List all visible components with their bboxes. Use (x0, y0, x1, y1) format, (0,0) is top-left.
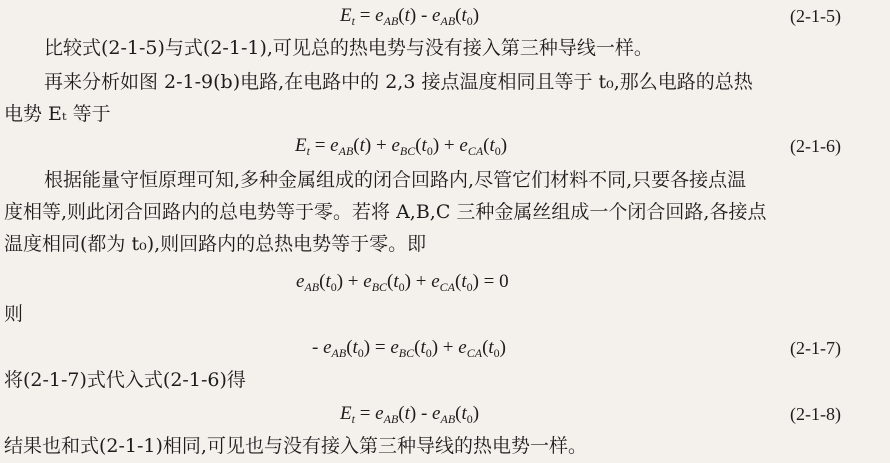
paragraph-text: 度相等,则此闭合回路内的总电势等于零。若将 A,B,C 三种金属丝组成一个闭合回路,各接点 (4, 201, 767, 223)
equation-number-2-1-8: (2-1-8) (790, 404, 841, 424)
paragraph-text: 电势 Eₜ 等于 (4, 103, 111, 125)
paragraph-text: 再来分析如图 2-1-9(b)电路,在电路中的 2,3 接点温度相同且等于 t₀,那么电路的总热 (44, 71, 753, 93)
paragraph-text: 根据能量守恒原理可知,多种金属组成的闭合回路内,尽管它们材料不同,只要各接点温 (44, 169, 747, 191)
paragraph-text: 比较式(2-1-5)与式(2-1-1),可见总的热电势与没有接入第三种导线一样。 (44, 37, 653, 59)
equation-number-2-1-6: (2-1-6) (790, 136, 841, 156)
paragraph-text: 将(2-1-7)式代入式(2-1-6)得 (4, 369, 246, 391)
paragraph-text: 温度相同(都为 t₀),则回路内的总热电势等于零。即 (4, 233, 427, 255)
equation-sum-zero: $e_{AB}(t_0) + e_{BC}(t_0) + e_{CA}(t_0) = 0$ (296, 271, 509, 294)
equation-number-2-1-7: (2-1-7) (790, 338, 841, 358)
paragraph-text: 则 (4, 303, 24, 325)
equation-2-1-5: $E_t = e_{AB}(t) - e_{AB}(t_0)$ (340, 5, 480, 28)
paragraph-text: 结果也和式(2-1-1)相同,可见也与没有接入第三种导线的热电势一样。 (4, 435, 587, 457)
equation-number-2-1-5: (2-1-5) (790, 6, 841, 26)
equation-2-1-8: $E_t = e_{AB}(t) - e_{AB}(t_0)$ (340, 403, 480, 426)
equation-2-1-7: - $e_{AB}(t_0) = e_{BC}(t_0) + e_{CA}(t_0)$ (312, 337, 506, 360)
equation-2-1-6: $E_t = e_{AB}(t) + e_{BC}(t_0) + e_{CA}(t_0)$ (295, 135, 508, 158)
